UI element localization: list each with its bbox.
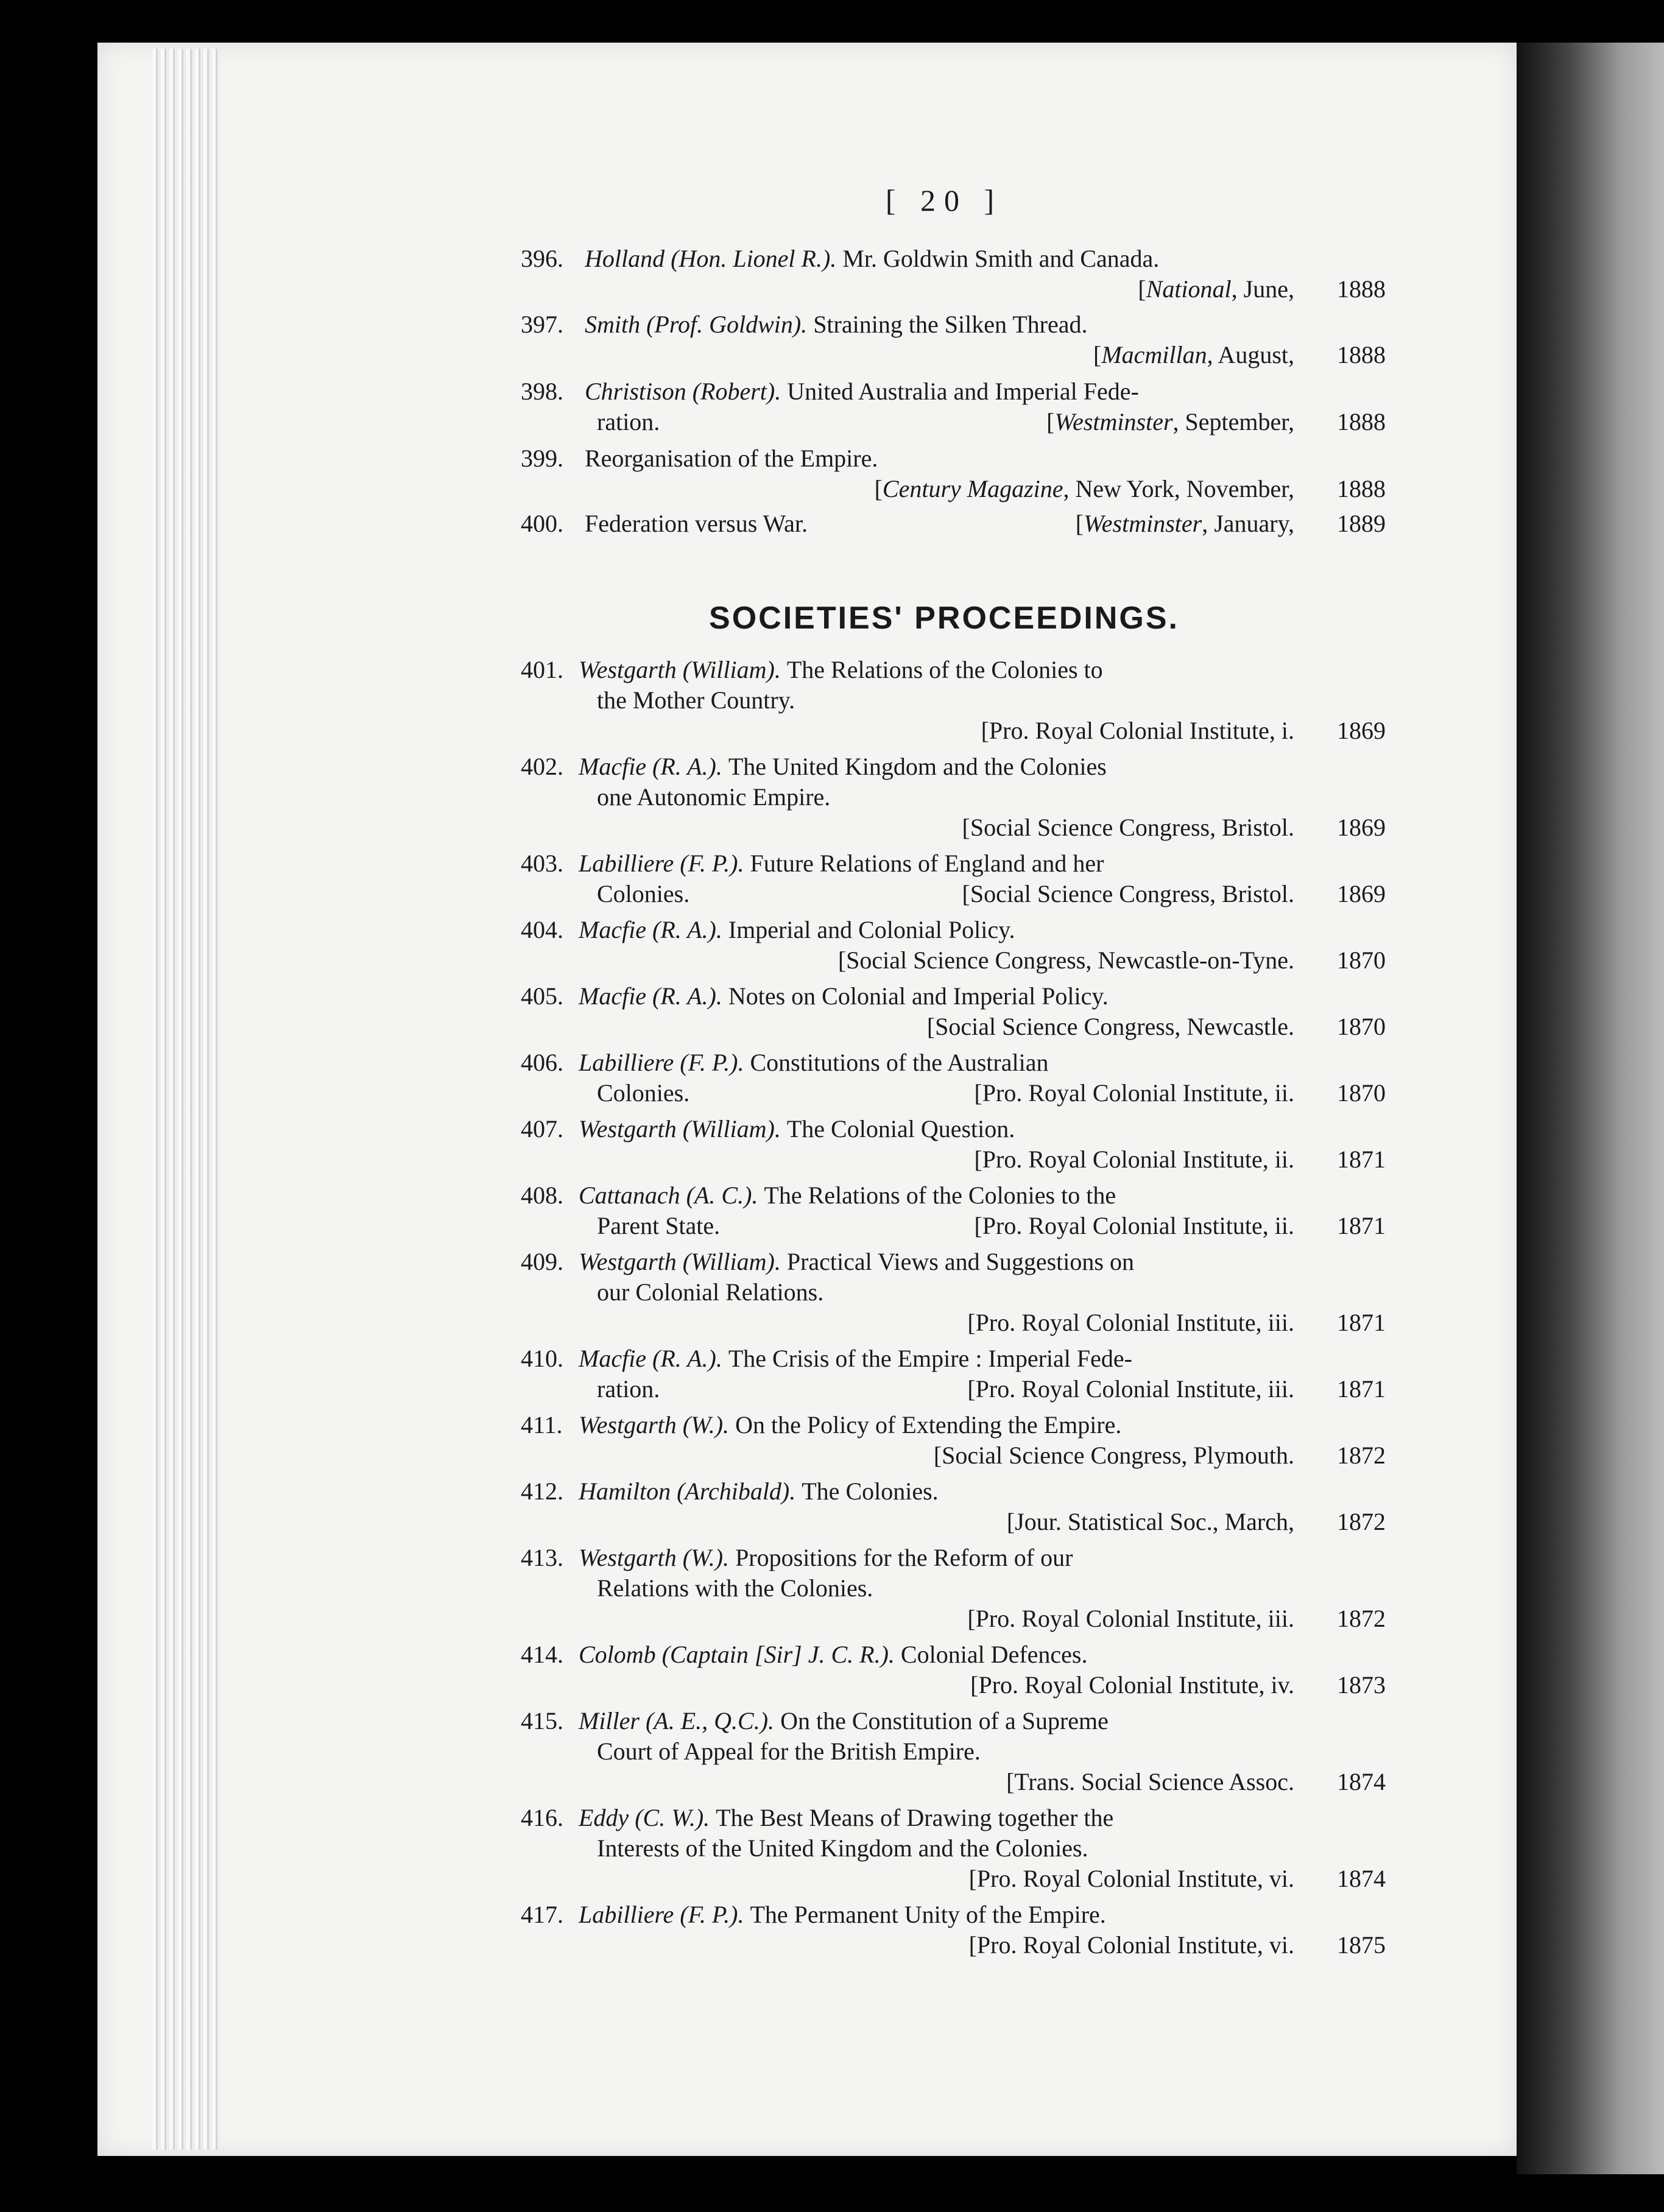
bibliography-entry [521,752,1386,843]
page-edge-stack [152,49,219,2150]
entry-title-cont: our Colonial Relations. [597,1278,824,1306]
bibliography-entry [521,1900,1386,1960]
entry-source: [Social Science Congress, Bristol. [962,880,1294,907]
entry-year: 1873 [1337,1671,1386,1699]
entry-author: Labilliere (F. P.). [579,850,750,877]
entry-title: Practical Views and Suggestions on [786,1248,1134,1275]
section-heading: SOCIETIES' PROCEEDINGS. [709,601,1179,636]
entry-year: 1875 [1337,1931,1386,1959]
entry-author: Colomb (Captain [Sir] J. C. R.). [579,1641,901,1668]
bibliography-entry [521,1048,1386,1108]
entry-number: 416. [521,1804,563,1831]
entry-title: On the Policy of Extending the Empire. [735,1411,1122,1439]
bibliography-entry [521,1706,1386,1797]
entry-year: 1872 [1337,1605,1386,1632]
bibliography-entry [521,915,1386,976]
entry-source: [Pro. Royal Colonial Institute, vi. [968,1865,1294,1892]
entry-title: The Colonies. [802,1478,939,1505]
entry-source: [Pro. Royal Colonial Institute, iv. [970,1671,1294,1699]
entry-title-cont: one Autonomic Empire. [597,783,831,811]
bibliography-entry-398: 398. Christison (Robert). United Australia and Imperial Fede- ration. [Westminster, September, [521,378,1294,435]
bibliography-entry [521,1344,1386,1404]
entry-source: [Jour. Statistical Soc., March, [1006,1508,1294,1535]
entry-source: [Pro. Royal Colonial Institute, vi. [968,1931,1294,1959]
entry-number: 417. [521,1901,563,1928]
entry-number: 413. [521,1544,563,1571]
entry-author: Hamilton (Archibald). [579,1478,802,1505]
entry-author: Miller (A. E., Q.C.). [579,1707,781,1735]
entry-number: 404. [521,916,563,943]
entry-title-cont: Interests of the United Kingdom and the Colonies. [597,1834,1088,1862]
entry-number: 401. [521,656,563,683]
entry-author: Macfie (R. A.). [579,916,728,943]
entry-year: 1888 [1337,275,1386,303]
entry-year: 1869 [1337,814,1386,841]
entry-title: The Crisis of the Empire : Imperial Fede- [728,1345,1132,1372]
entry-source: [Social Science Congress, Newcastle-on-Tyne. [837,946,1294,974]
entry-year: 1871 [1337,1212,1386,1239]
entry-author: Cattanach (A. C.). [579,1182,764,1209]
entry-year: 1874 [1337,1768,1386,1795]
entry-title: The Relations of the Colonies to the [764,1182,1116,1209]
entry-year: 1870 [1337,946,1386,974]
bibliography-entry-396: 396. Holland (Hon. Lionel R.). Mr. Goldwin Smith and Canada. [National, June, [521,245,1294,303]
entry-year: 1874 [1337,1865,1386,1892]
entry-title: The Best Means of Drawing together the [716,1804,1114,1831]
bibliography-entry-397: 397. Smith (Prof. Goldwin). Straining the Silken Thread. [Macmillan, August, [521,311,1294,368]
entry-number: 407. [521,1115,563,1143]
bibliography-entry-399: 399. Reorganisation of the Empire. [Century Magazine, New York, November, [521,445,1294,502]
bibliography-entry-400: 400. Federation versus War. [Westminster, January, [521,510,1294,537]
entry-number: 403. [521,850,563,877]
entry-title: Future Relations of England and her [750,850,1104,877]
bibliography-entry [521,1247,1386,1338]
entry-title: The Permanent Unity of the Empire. [750,1901,1106,1928]
entry-number: 402. [521,753,563,780]
entry-source: [Pro. Royal Colonial Institute, ii. [974,1079,1294,1107]
entry-author: Westgarth (W.). [579,1544,736,1571]
entry-title: Constitutions of the Australian [750,1049,1049,1076]
entry-year: 1870 [1337,1079,1386,1107]
entry-title: The United Kingdom and the Colonies [728,753,1107,780]
entry-year: 1872 [1337,1508,1386,1535]
entry-title-cont: Relations with the Colonies. [597,1574,873,1602]
entry-author: Westgarth (William). [579,1115,787,1143]
entry-number: 409. [521,1248,563,1275]
entry-year: 1889 [1337,510,1386,537]
entry-author: Eddy (C. W.). [579,1804,716,1831]
entry-source: [Pro. Royal Colonial Institute, ii. [974,1146,1294,1173]
entry-title-cont: the Mother Country. [597,686,795,714]
entry-title: Colonial Defences. [900,1641,1088,1668]
page-number: [ 20 ] [885,183,1003,217]
entry-title: The Colonial Question. [786,1115,1015,1143]
entry-number: 412. [521,1478,563,1505]
entry-year: 1872 [1337,1442,1386,1469]
bibliography-entry [521,655,1386,746]
entry-author: Westgarth (W.). [579,1411,736,1439]
entry-title-cont: Colonies. [597,1079,690,1107]
entry-number: 408. [521,1182,563,1209]
entry-year: 1871 [1337,1146,1386,1173]
binding-shadow [1517,43,1664,2174]
entry-title: The Relations of the Colonies to [786,656,1103,683]
entry-year: 1871 [1337,1375,1386,1403]
entry-source: [Pro. Royal Colonial Institute, iii. [967,1309,1294,1336]
bibliography-entry [521,848,1386,909]
bibliography-entry [521,1803,1386,1894]
entry-title-cont: Colonies. [597,880,690,907]
entry-title-cont: Parent State. [597,1212,721,1239]
entry-title: On the Constitution of a Supreme [780,1707,1109,1735]
entry-number: 410. [521,1345,563,1372]
bibliography-entry [521,1410,1386,1471]
entry-title-cont: ration. [597,1375,660,1403]
entry-number: 415. [521,1707,563,1735]
entry-source: [Pro. Royal Colonial Institute, ii. [974,1212,1294,1239]
entry-author: Macfie (R. A.). [579,982,728,1010]
entry-number: 411. [521,1411,563,1439]
entry-author: Labilliere (F. P.). [579,1049,750,1076]
entry-title: Propositions for the Reform of our [735,1544,1073,1571]
entry-author: Macfie (R. A.). [579,1345,728,1372]
entry-title: Notes on Colonial and Imperial Policy. [728,982,1109,1010]
entry-year: 1869 [1337,880,1386,907]
entry-source: [Trans. Social Science Assoc. [1006,1768,1294,1795]
entry-author: Westgarth (William). [579,656,787,683]
entry-source: [Social Science Congress, Newcastle. [926,1013,1294,1040]
entry-number: 406. [521,1049,563,1076]
entry-year: 1870 [1337,1013,1386,1040]
bibliography-entry [521,1114,1386,1175]
entry-number: 405. [521,982,563,1010]
entry-source: [Pro. Royal Colonial Institute, iii. [967,1375,1294,1403]
entry-title-cont: Court of Appeal for the British Empire. [597,1738,981,1765]
bibliography-entry [521,1476,1386,1537]
bibliography-entry [521,981,1386,1042]
entry-year: 1888 [1337,341,1386,368]
entry-year: 1888 [1337,408,1386,435]
entry-year: 1869 [1337,717,1386,744]
bibliography-entry [521,1640,1386,1700]
entry-author: Westgarth (William). [579,1248,787,1275]
entry-author: Labilliere (F. P.). [579,1901,750,1928]
entry-year: 1871 [1337,1309,1386,1336]
entry-year: 1888 [1337,475,1386,502]
entry-source: [Social Science Congress, Plymouth. [933,1442,1294,1469]
bibliography-entry [521,1543,1386,1634]
entry-author: Macfie (R. A.). [579,753,728,780]
entry-source: [Pro. Royal Colonial Institute, iii. [967,1605,1294,1632]
entry-title: Imperial and Colonial Policy. [728,916,1015,943]
entry-number: 414. [521,1641,563,1668]
entry-source: [Pro. Royal Colonial Institute, i. [981,717,1294,744]
entry-source: [Social Science Congress, Bristol. [962,814,1294,841]
bibliography-entry [521,1180,1386,1241]
